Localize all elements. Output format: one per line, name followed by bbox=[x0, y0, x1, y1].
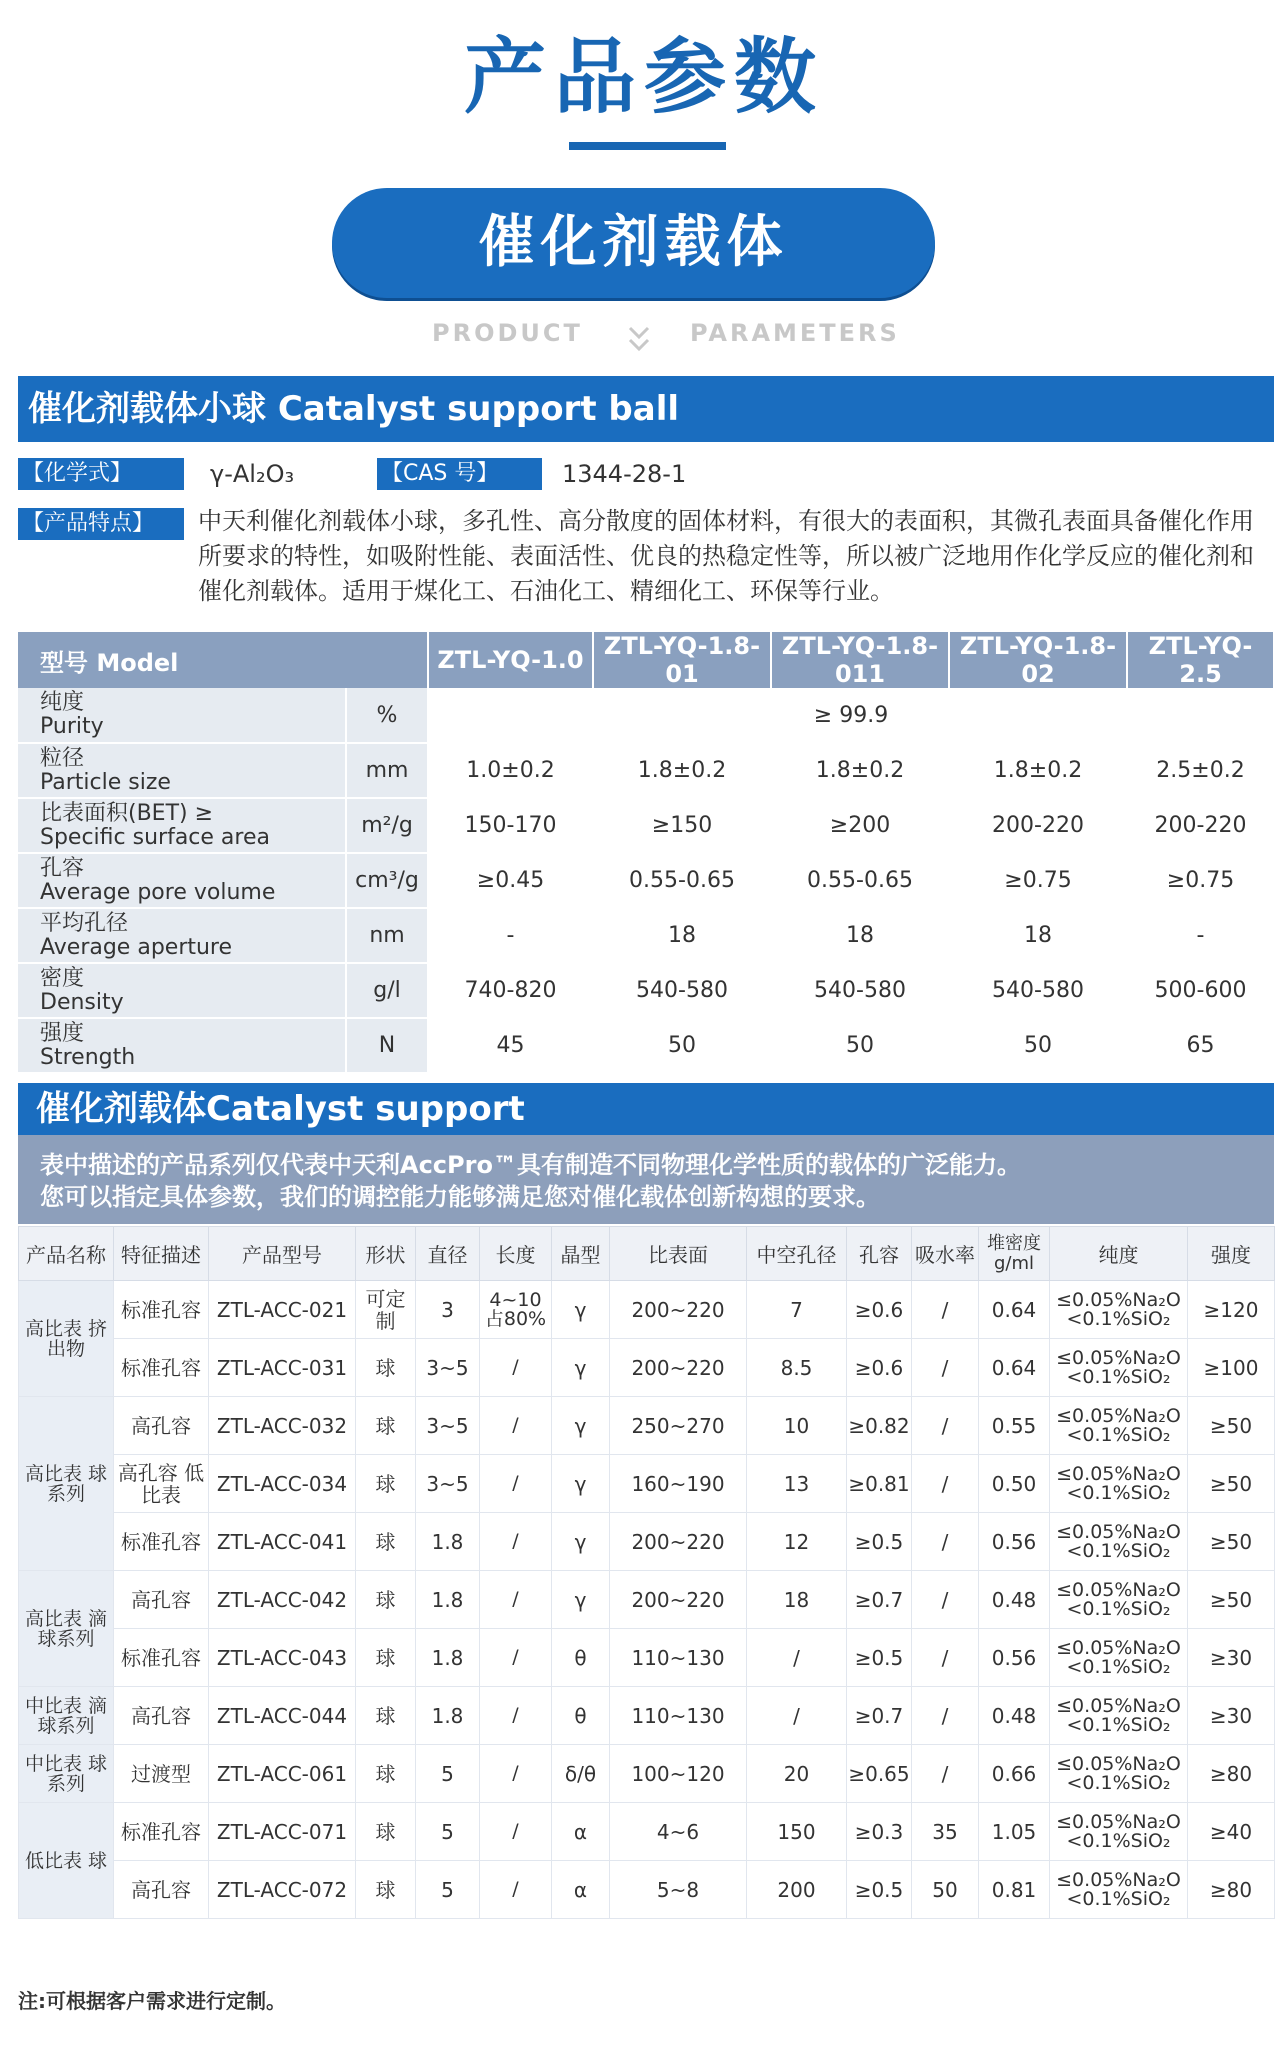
row-label bbox=[18, 853, 346, 908]
column-header: 晶型 bbox=[552, 1227, 610, 1281]
row-label bbox=[18, 1018, 346, 1073]
note-line-2: 您可以指定具体参数，我们的调控能力能够满足您对催化载体创新构想的要求。 bbox=[40, 1183, 880, 1211]
table-cell: 200~220 bbox=[610, 1513, 747, 1571]
table-cell: 18 bbox=[747, 1571, 847, 1629]
table-cell: ≥100 bbox=[1188, 1339, 1275, 1397]
column-header: 产品型号 bbox=[209, 1227, 356, 1281]
spec-cell: 50 bbox=[949, 1018, 1127, 1073]
table-cell: ≥30 bbox=[1188, 1629, 1275, 1687]
table-cell: 13 bbox=[747, 1455, 847, 1513]
table-cell: / bbox=[480, 1455, 552, 1513]
row-label-cn: 粒径 bbox=[40, 745, 85, 771]
table-cell: 高孔容 bbox=[114, 1397, 209, 1455]
row-label-cn: 比表面积(BET) ≥ bbox=[40, 800, 214, 826]
table-cell: / bbox=[912, 1571, 979, 1629]
section2-title: 催化剂载体Catalyst support bbox=[18, 1083, 1274, 1135]
table-cell: 200~220 bbox=[610, 1571, 747, 1629]
row-label bbox=[18, 688, 346, 743]
table-cell: 0.48 bbox=[979, 1571, 1050, 1629]
row-unit: % bbox=[346, 688, 428, 743]
table-cell: ≥80 bbox=[1188, 1745, 1275, 1803]
model-header: ZTL-YQ-1.8-02 bbox=[949, 632, 1127, 688]
subtitle-left: PRODUCT bbox=[432, 319, 583, 347]
purity-cell: ≤0.05%Na₂O <0.1%SiO₂ bbox=[1050, 1339, 1188, 1397]
table-cell: 高孔容 bbox=[114, 1687, 209, 1745]
spec-cell: 0.55-0.65 bbox=[593, 853, 771, 908]
table-cell: / bbox=[480, 1687, 552, 1745]
table-cell: 3~5 bbox=[416, 1455, 480, 1513]
table-cell: ZTL-ACC-043 bbox=[209, 1629, 356, 1687]
table-cell: 0.66 bbox=[979, 1745, 1050, 1803]
spec-row-purity bbox=[18, 688, 1274, 743]
subtitle-right: PARAMETERS bbox=[690, 319, 900, 347]
table-cell: γ bbox=[552, 1339, 610, 1397]
table-cell: 球 bbox=[356, 1513, 416, 1571]
table-row bbox=[19, 1629, 1275, 1687]
row-label bbox=[18, 963, 346, 1018]
column-header: 形状 bbox=[356, 1227, 416, 1281]
spec-cell: 50 bbox=[771, 1018, 949, 1073]
table-cell: ZTL-ACC-032 bbox=[209, 1397, 356, 1455]
table-cell: ≥50 bbox=[1188, 1571, 1275, 1629]
spec-cell: 50 bbox=[593, 1018, 771, 1073]
chem-formula-tag: 【化学式】 bbox=[18, 458, 184, 490]
row-unit: N bbox=[346, 1018, 428, 1073]
table-cell: / bbox=[912, 1513, 979, 1571]
spec-cell: 1.0±0.2 bbox=[428, 743, 593, 798]
table-cell: 110~130 bbox=[610, 1687, 747, 1745]
column-header: 直径 bbox=[416, 1227, 480, 1281]
spec-cell: 18 bbox=[949, 908, 1127, 963]
spec-row bbox=[18, 963, 1274, 1018]
spec-cell: 540-580 bbox=[593, 963, 771, 1018]
table-cell: / bbox=[912, 1455, 979, 1513]
table-cell: 球 bbox=[356, 1687, 416, 1745]
table-cell: / bbox=[747, 1629, 847, 1687]
features-text: 中天利催化剂载体小球，多孔性、高分散度的固体材料，有很大的表面积，其微孔表面具备催化作用所要求的特性，如吸附性能、表面活性、优良的热稳定性等，所以被广泛地用作化学反应的催化剂和催化剂载体。适用于煤化工、石油化工、精细化工、环保等行业。 bbox=[198, 507, 1254, 605]
table-cell: 高孔容 bbox=[114, 1861, 209, 1919]
spec-row bbox=[18, 853, 1274, 908]
row-label bbox=[18, 908, 346, 963]
table-cell: 球 bbox=[356, 1455, 416, 1513]
category-pill bbox=[332, 188, 935, 298]
spec-cell: ≥0.75 bbox=[949, 853, 1127, 908]
table-cell: 标准孔容 bbox=[114, 1339, 209, 1397]
table-cell: 200~220 bbox=[610, 1339, 747, 1397]
table-cell: 50 bbox=[912, 1861, 979, 1919]
purity-cell: ≤0.05%Na₂O <0.1%SiO₂ bbox=[1050, 1455, 1188, 1513]
table-cell: ≥0.81 bbox=[847, 1455, 912, 1513]
table-cell: 0.64 bbox=[979, 1339, 1050, 1397]
table-cell: 5~8 bbox=[610, 1861, 747, 1919]
table-cell: 0.81 bbox=[979, 1861, 1050, 1919]
table-cell: 0.55 bbox=[979, 1397, 1050, 1455]
table-cell: / bbox=[480, 1339, 552, 1397]
table-cell: / bbox=[480, 1571, 552, 1629]
table-cell: ≥50 bbox=[1188, 1455, 1275, 1513]
footnote: 注:可根据客户需求进行定制。 bbox=[18, 1989, 286, 2013]
table-cell: / bbox=[480, 1397, 552, 1455]
row-label-en: Purity bbox=[40, 714, 104, 739]
table-cell: 5 bbox=[416, 1861, 480, 1919]
column-header: 长度 bbox=[480, 1227, 552, 1281]
table-cell: / bbox=[912, 1687, 979, 1745]
spec-cell: ≥200 bbox=[771, 798, 949, 853]
table-cell: 200 bbox=[747, 1861, 847, 1919]
table-cell: ≥0.5 bbox=[847, 1513, 912, 1571]
table-row bbox=[19, 1339, 1275, 1397]
spec-cell: 200-220 bbox=[1127, 798, 1274, 853]
table-cell: 150 bbox=[747, 1803, 847, 1861]
table-cell: / bbox=[912, 1339, 979, 1397]
features-tag: 【产品特点】 bbox=[18, 508, 184, 540]
table-cell: γ bbox=[552, 1455, 610, 1513]
table-cell: / bbox=[480, 1745, 552, 1803]
table-cell: 0.56 bbox=[979, 1629, 1050, 1687]
table-cell: 0.50 bbox=[979, 1455, 1050, 1513]
spec-cell: 1.8±0.2 bbox=[949, 743, 1127, 798]
spec-cell: ≥0.75 bbox=[1127, 853, 1274, 908]
table-cell: 1.8 bbox=[416, 1571, 480, 1629]
column-header: 特征描述 bbox=[114, 1227, 209, 1281]
table-cell: 球 bbox=[356, 1803, 416, 1861]
group-name: 高比表 挤出物 bbox=[19, 1281, 114, 1397]
table-cell: / bbox=[912, 1629, 979, 1687]
table-cell: ≥0.7 bbox=[847, 1571, 912, 1629]
cas-value: 1344-28-1 bbox=[562, 460, 687, 488]
table-cell: 过渡型 bbox=[114, 1745, 209, 1803]
purity-cell: ≤0.05%Na₂O <0.1%SiO₂ bbox=[1050, 1397, 1188, 1455]
table-cell: ≥50 bbox=[1188, 1513, 1275, 1571]
purity-cell: ≤0.05%Na₂O <0.1%SiO₂ bbox=[1050, 1513, 1188, 1571]
table-cell: 球 bbox=[356, 1861, 416, 1919]
table-cell: ≥0.7 bbox=[847, 1687, 912, 1745]
table-cell: 球 bbox=[356, 1629, 416, 1687]
category-label: 催化剂载体 bbox=[478, 210, 789, 275]
model-header: ZTL-YQ-1.0 bbox=[428, 632, 593, 688]
group-name: 中比表 球系列 bbox=[19, 1745, 114, 1803]
column-header: 吸水率 bbox=[912, 1227, 979, 1281]
table-row bbox=[19, 1455, 1275, 1513]
table-cell: α bbox=[552, 1861, 610, 1919]
row-label bbox=[18, 798, 346, 853]
table-cell: 0.48 bbox=[979, 1687, 1050, 1745]
table-cell: 4~6 bbox=[610, 1803, 747, 1861]
table-cell: 3~5 bbox=[416, 1397, 480, 1455]
column-header: 中空孔径 bbox=[747, 1227, 847, 1281]
spec-header-row bbox=[18, 632, 1274, 688]
table-cell: 7 bbox=[747, 1281, 847, 1339]
table-cell: ≥120 bbox=[1188, 1281, 1275, 1339]
table-cell: / bbox=[912, 1745, 979, 1803]
group-name: 高比表 球系列 bbox=[19, 1397, 114, 1571]
table-cell: / bbox=[747, 1687, 847, 1745]
spec-cell: ≥150 bbox=[593, 798, 771, 853]
page-title: 产品参数 bbox=[463, 30, 824, 125]
table-cell: / bbox=[480, 1513, 552, 1571]
table-cell: 1.8 bbox=[416, 1513, 480, 1571]
purity-cell: ≤0.05%Na₂O <0.1%SiO₂ bbox=[1050, 1629, 1188, 1687]
column-header: 孔容 bbox=[847, 1227, 912, 1281]
row-label-en: Density bbox=[40, 989, 124, 1015]
spec-cell: 18 bbox=[593, 908, 771, 963]
table-cell: ZTL-ACC-031 bbox=[209, 1339, 356, 1397]
table-cell: γ bbox=[552, 1513, 610, 1571]
table-cell: 160~190 bbox=[610, 1455, 747, 1513]
spec-cell: 0.55-0.65 bbox=[771, 853, 949, 908]
table-cell: 球 bbox=[356, 1339, 416, 1397]
spec-cell: 2.5±0.2 bbox=[1127, 743, 1274, 798]
note-line-1: 表中描述的产品系列仅代表中天利AccPro™具有制造不同物理化学性质的载体的广泛能力。 bbox=[40, 1151, 1021, 1179]
table-cell: ≥0.3 bbox=[847, 1803, 912, 1861]
section2-note bbox=[18, 1135, 1274, 1224]
spec-cell: 540-580 bbox=[949, 963, 1127, 1018]
column-header: 产品名称 bbox=[19, 1227, 114, 1281]
column-header: 强度 bbox=[1188, 1227, 1275, 1281]
row-unit: mm bbox=[346, 743, 428, 798]
column-header: 比表面 bbox=[610, 1227, 747, 1281]
row-label-cn: 平均孔径 bbox=[40, 910, 129, 936]
table-cell: 3~5 bbox=[416, 1339, 480, 1397]
chevron-down-icon bbox=[627, 322, 651, 356]
table-cell: 标准孔容 bbox=[114, 1513, 209, 1571]
title-underline bbox=[569, 142, 726, 150]
table-cell: 12 bbox=[747, 1513, 847, 1571]
section1-title: 催化剂载体小球 Catalyst support ball bbox=[18, 376, 1274, 442]
table-cell: 1.05 bbox=[979, 1803, 1050, 1861]
table-cell: 110~130 bbox=[610, 1629, 747, 1687]
column-header: 堆密度 g/ml bbox=[979, 1227, 1050, 1281]
table-cell: 3 bbox=[416, 1281, 480, 1339]
spec-cell: 65 bbox=[1127, 1018, 1274, 1073]
table-row bbox=[19, 1803, 1275, 1861]
table-cell: 标准孔容 bbox=[114, 1629, 209, 1687]
table-cell: 5 bbox=[416, 1803, 480, 1861]
table-cell: ZTL-ACC-071 bbox=[209, 1803, 356, 1861]
spec-cell: 540-580 bbox=[771, 963, 949, 1018]
spec-cell: 500-600 bbox=[1127, 963, 1274, 1018]
row-label-cn: 孔容 bbox=[40, 855, 85, 881]
catalyst-support-table bbox=[18, 1226, 1275, 1919]
table-row bbox=[19, 1745, 1275, 1803]
row-unit: cm³/g bbox=[346, 853, 428, 908]
row-unit: g/l bbox=[346, 963, 428, 1018]
table-cell: 4~10 占80% bbox=[480, 1281, 552, 1339]
table-cell: ≥80 bbox=[1188, 1861, 1275, 1919]
table-cell: 1.8 bbox=[416, 1629, 480, 1687]
table-cell: 0.56 bbox=[979, 1513, 1050, 1571]
group-name: 高比表 滴球系列 bbox=[19, 1571, 114, 1687]
model-header: ZTL-YQ-2.5 bbox=[1127, 632, 1274, 688]
model-label: 型号 Model bbox=[18, 632, 428, 688]
row-label-en: Strength bbox=[40, 1044, 136, 1070]
row-label bbox=[18, 743, 346, 798]
table-cell: 5 bbox=[416, 1745, 480, 1803]
purity-cell: ≤0.05%Na₂O <0.1%SiO₂ bbox=[1050, 1861, 1188, 1919]
column-header: 纯度 bbox=[1050, 1227, 1188, 1281]
table-cell: θ bbox=[552, 1687, 610, 1745]
table-cell: ZTL-ACC-072 bbox=[209, 1861, 356, 1919]
table-cell: 250~270 bbox=[610, 1397, 747, 1455]
purity-cell: ≤0.05%Na₂O <0.1%SiO₂ bbox=[1050, 1687, 1188, 1745]
table-cell: ≥0.65 bbox=[847, 1745, 912, 1803]
table-cell: 球 bbox=[356, 1745, 416, 1803]
row-label-cn: 强度 bbox=[40, 1020, 85, 1046]
table-cell: ZTL-ACC-061 bbox=[209, 1745, 356, 1803]
spec-cell: 200-220 bbox=[949, 798, 1127, 853]
table-row bbox=[19, 1513, 1275, 1571]
table-cell: ZTL-ACC-044 bbox=[209, 1687, 356, 1745]
table-cell: ZTL-ACC-042 bbox=[209, 1571, 356, 1629]
row-label-cn: 纯度 bbox=[40, 690, 85, 715]
spec-cell: 45 bbox=[428, 1018, 593, 1073]
purity-cell: ≤0.05%Na₂O <0.1%SiO₂ bbox=[1050, 1571, 1188, 1629]
table-cell: 200~220 bbox=[610, 1281, 747, 1339]
table-cell: / bbox=[912, 1281, 979, 1339]
group-name: 低比表 球 bbox=[19, 1803, 114, 1919]
table-row bbox=[19, 1397, 1275, 1455]
table-cell: 标准孔容 bbox=[114, 1281, 209, 1339]
table-cell: / bbox=[480, 1803, 552, 1861]
table-cell: 标准孔容 bbox=[114, 1803, 209, 1861]
table-cell: 0.64 bbox=[979, 1281, 1050, 1339]
table-cell: ZTL-ACC-021 bbox=[209, 1281, 356, 1339]
row-label-en: Average pore volume bbox=[40, 879, 276, 905]
table-cell: 10 bbox=[747, 1397, 847, 1455]
table-row bbox=[19, 1861, 1275, 1919]
table-cell: 高孔容 bbox=[114, 1571, 209, 1629]
model-header: ZTL-YQ-1.8-01 bbox=[593, 632, 771, 688]
chem-formula-value: γ-Al₂O₃ bbox=[210, 460, 295, 488]
spec-row bbox=[18, 743, 1274, 798]
spec-cell: 740-820 bbox=[428, 963, 593, 1018]
spec-cell: - bbox=[1127, 908, 1274, 963]
spec-row bbox=[18, 798, 1274, 853]
table-cell: 100~120 bbox=[610, 1745, 747, 1803]
table-cell: γ bbox=[552, 1397, 610, 1455]
spec-table bbox=[18, 632, 1275, 1074]
table-cell: / bbox=[912, 1397, 979, 1455]
table-cell: γ bbox=[552, 1281, 610, 1339]
spec-cell: - bbox=[428, 908, 593, 963]
table-cell: ZTL-ACC-041 bbox=[209, 1513, 356, 1571]
table-cell: ≥0.6 bbox=[847, 1339, 912, 1397]
table-cell: α bbox=[552, 1803, 610, 1861]
table-row bbox=[19, 1687, 1275, 1745]
spec-cell: 1.8±0.2 bbox=[771, 743, 949, 798]
group-name: 中比表 滴球系列 bbox=[19, 1687, 114, 1745]
table-cell: γ bbox=[552, 1571, 610, 1629]
row-label-en: Specific surface area bbox=[40, 824, 270, 850]
row-label-en: Particle size bbox=[40, 769, 171, 795]
table-cell: 球 bbox=[356, 1571, 416, 1629]
table-cell: ≥0.5 bbox=[847, 1629, 912, 1687]
row-label-cn: 密度 bbox=[40, 965, 85, 991]
model-header: ZTL-YQ-1.8-011 bbox=[771, 632, 949, 688]
purity-cell: ≤0.05%Na₂O <0.1%SiO₂ bbox=[1050, 1281, 1188, 1339]
table-row bbox=[19, 1281, 1275, 1339]
table-cell: 35 bbox=[912, 1803, 979, 1861]
spec-row bbox=[18, 1018, 1274, 1073]
table-cell: / bbox=[480, 1861, 552, 1919]
purity-cell: ≤0.05%Na₂O <0.1%SiO₂ bbox=[1050, 1745, 1188, 1803]
table-cell: 8.5 bbox=[747, 1339, 847, 1397]
table-cell: ZTL-ACC-034 bbox=[209, 1455, 356, 1513]
table-cell: ≥0.5 bbox=[847, 1861, 912, 1919]
table-cell: 1.8 bbox=[416, 1687, 480, 1745]
table-row bbox=[19, 1571, 1275, 1629]
purity-value: ≥ 99.9 bbox=[428, 688, 1274, 743]
table-cell: 球 bbox=[356, 1397, 416, 1455]
spec-cell: 1.8±0.2 bbox=[593, 743, 771, 798]
table2-header-row bbox=[19, 1227, 1275, 1281]
row-unit: m²/g bbox=[346, 798, 428, 853]
table-cell: ≥40 bbox=[1188, 1803, 1275, 1861]
table-cell: ≥50 bbox=[1188, 1397, 1275, 1455]
row-label-en: Average aperture bbox=[40, 934, 233, 960]
table-cell: 可定制 bbox=[356, 1281, 416, 1339]
table-cell: ≥30 bbox=[1188, 1687, 1275, 1745]
spec-cell: ≥0.45 bbox=[428, 853, 593, 908]
table-cell: 20 bbox=[747, 1745, 847, 1803]
cas-tag: 【CAS 号】 bbox=[377, 458, 542, 490]
table-cell: δ/θ bbox=[552, 1745, 610, 1803]
spec-cell: 18 bbox=[771, 908, 949, 963]
spec-cell: 150-170 bbox=[428, 798, 593, 853]
table-cell: ≥0.6 bbox=[847, 1281, 912, 1339]
table-cell: ≥0.82 bbox=[847, 1397, 912, 1455]
row-unit: nm bbox=[346, 908, 428, 963]
table-cell: 高孔容 低比表 bbox=[114, 1455, 209, 1513]
spec-row bbox=[18, 908, 1274, 963]
table-cell: θ bbox=[552, 1629, 610, 1687]
purity-cell: ≤0.05%Na₂O <0.1%SiO₂ bbox=[1050, 1803, 1188, 1861]
table-cell: / bbox=[480, 1629, 552, 1687]
